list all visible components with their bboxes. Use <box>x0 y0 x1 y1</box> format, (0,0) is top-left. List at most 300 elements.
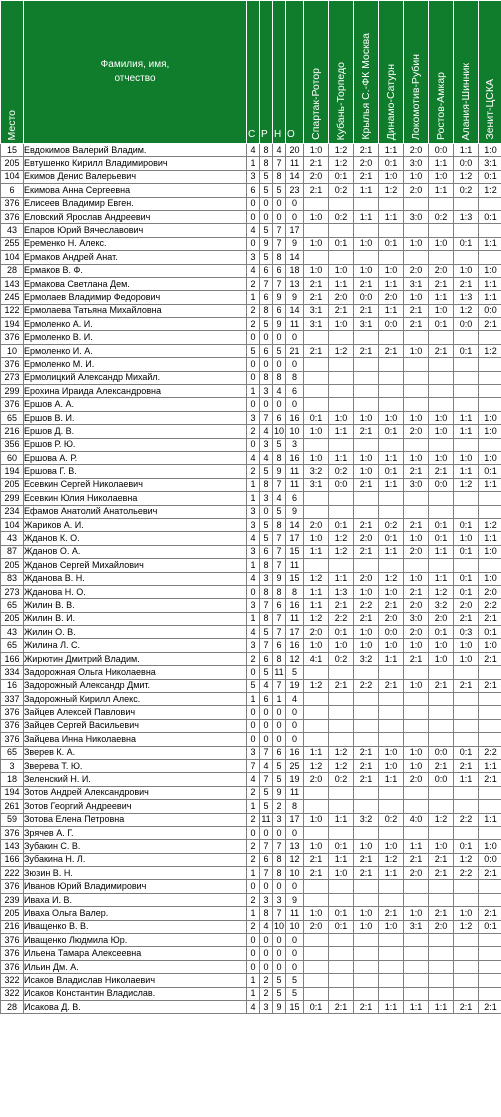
score-cell: 2:1 <box>454 759 479 772</box>
score-cell <box>454 693 479 706</box>
wins-cell: 1 <box>247 492 260 505</box>
score-cell: 1:1 <box>354 184 379 197</box>
points-cell: 17 <box>286 532 304 545</box>
table-row <box>1 572 501 585</box>
wins-cell: 0 <box>247 666 260 679</box>
losses-cell: 5 <box>273 759 286 772</box>
name-cell: Зотов Георгий Андреевич <box>24 800 247 813</box>
score-cell: 1:0 <box>404 907 429 920</box>
place-cell: 104 <box>1 170 24 183</box>
score-cell: 2:0 <box>404 144 429 157</box>
score-cell <box>379 693 404 706</box>
points-cell: 13 <box>286 277 304 290</box>
place-cell: 245 <box>1 291 24 304</box>
score-cell: 0:1 <box>454 344 479 357</box>
header-team-4: Динамо-Сатурн <box>379 1 404 144</box>
score-cell <box>304 974 329 987</box>
score-cell: 2:1 <box>479 1001 501 1014</box>
score-cell: 2:1 <box>354 425 379 438</box>
score-cell: 0:1 <box>429 318 454 331</box>
score-cell <box>379 719 404 732</box>
score-cell: 1:0 <box>304 907 329 920</box>
place-cell: 166 <box>1 652 24 665</box>
place-cell: 376 <box>1 210 24 223</box>
score-cell <box>304 693 329 706</box>
name-cell: Еременко Н. Алекс. <box>24 237 247 250</box>
header-team-6: Ростов-Амкар <box>429 1 454 144</box>
score-cell: 1:0 <box>454 652 479 665</box>
score-cell <box>404 358 429 371</box>
score-cell <box>329 693 354 706</box>
score-cell: 1:1 <box>304 599 329 612</box>
score-cell <box>379 826 404 839</box>
score-cell: 1:1 <box>379 451 404 464</box>
score-cell: 0:0 <box>329 478 354 491</box>
score-cell <box>454 974 479 987</box>
score-cell <box>404 559 429 572</box>
score-cell: 2:0 <box>354 532 379 545</box>
score-cell: 1:1 <box>479 291 501 304</box>
name-cell: Ермолицкий Александр Михайл. <box>24 371 247 384</box>
score-cell <box>304 197 329 210</box>
name-cell: Жилин В. И. <box>24 612 247 625</box>
points-cell: 0 <box>286 706 304 719</box>
place-cell: 18 <box>1 773 24 786</box>
name-cell: Зверев К. А. <box>24 746 247 759</box>
name-cell: Ерохина Ираида Александровна <box>24 385 247 398</box>
score-cell: 0:0 <box>379 318 404 331</box>
score-cell <box>354 492 379 505</box>
name-cell: Жданова В. Н. <box>24 572 247 585</box>
name-cell: Жданов Сергей Михайлович <box>24 559 247 572</box>
score-cell <box>379 934 404 947</box>
score-cell: 1:1 <box>454 144 479 157</box>
points-cell: 11 <box>286 157 304 170</box>
score-cell <box>329 505 354 518</box>
name-cell: Исакова Д. В. <box>24 1001 247 1014</box>
score-cell: 1:2 <box>379 184 404 197</box>
score-cell: 1:2 <box>479 184 501 197</box>
score-cell: 2:0 <box>304 626 329 639</box>
score-cell <box>304 666 329 679</box>
score-cell: 2:1 <box>404 518 429 531</box>
score-cell: 1:1 <box>379 1001 404 1014</box>
table-row <box>1 518 501 531</box>
name-cell: Иваха Ольга Валер. <box>24 907 247 920</box>
score-cell: 2:1 <box>379 907 404 920</box>
wins-cell: 2 <box>247 786 260 799</box>
score-cell: 1:0 <box>379 411 404 424</box>
score-cell <box>379 197 404 210</box>
points-cell: 13 <box>286 840 304 853</box>
score-cell: 1:1 <box>379 652 404 665</box>
table-row <box>1 893 501 906</box>
name-cell: Еловский Ярослав Андреевич <box>24 210 247 223</box>
table-row <box>1 251 501 264</box>
points-cell: 23 <box>286 184 304 197</box>
draws-cell: 5 <box>260 800 273 813</box>
table-row <box>1 210 501 223</box>
score-cell: 0:1 <box>329 237 354 250</box>
score-cell <box>479 706 501 719</box>
score-cell: 1:2 <box>329 157 354 170</box>
score-cell: 2:1 <box>404 465 429 478</box>
wins-cell: 4 <box>247 572 260 585</box>
score-cell: 2:1 <box>454 1001 479 1014</box>
name-cell: Ермоленко М. И. <box>24 358 247 371</box>
score-cell: 1:0 <box>454 264 479 277</box>
score-cell: 1:0 <box>479 425 501 438</box>
losses-cell: 7 <box>273 545 286 558</box>
score-cell <box>429 893 454 906</box>
draws-cell: 7 <box>260 773 273 786</box>
draws-cell: 4 <box>260 920 273 933</box>
score-cell: 0:2 <box>329 465 354 478</box>
score-cell <box>354 960 379 973</box>
score-cell: 2:0 <box>404 545 429 558</box>
score-cell <box>304 934 329 947</box>
wins-cell: 0 <box>247 826 260 839</box>
score-cell <box>354 733 379 746</box>
draws-cell: 2 <box>260 974 273 987</box>
score-cell <box>304 224 329 237</box>
score-cell <box>429 719 454 732</box>
score-cell <box>404 371 429 384</box>
score-cell <box>479 438 501 451</box>
score-cell: 1:0 <box>454 907 479 920</box>
place-cell: 222 <box>1 867 24 880</box>
name-cell: Есевкин Сергей Николаевич <box>24 478 247 491</box>
name-cell: Жилин О. В. <box>24 626 247 639</box>
name-cell: Екимов Денис Валерьевич <box>24 170 247 183</box>
score-cell: 2:1 <box>354 773 379 786</box>
score-cell <box>429 371 454 384</box>
score-cell: 2:1 <box>379 599 404 612</box>
losses-cell: 11 <box>273 666 286 679</box>
name-cell: Епаров Юрий Вячеславович <box>24 224 247 237</box>
score-cell: 1:0 <box>404 291 429 304</box>
table-row <box>1 786 501 799</box>
draws-cell: 0 <box>260 398 273 411</box>
wins-cell: 0 <box>247 358 260 371</box>
points-cell: 9 <box>286 237 304 250</box>
score-cell: 1:2 <box>329 759 354 772</box>
wins-cell: 0 <box>247 706 260 719</box>
table-row <box>1 344 501 357</box>
table-row <box>1 197 501 210</box>
score-cell <box>304 719 329 732</box>
points-cell: 18 <box>286 264 304 277</box>
points-cell: 0 <box>286 733 304 746</box>
score-cell: 1:0 <box>304 813 329 826</box>
place-cell: 15 <box>1 144 24 157</box>
losses-cell: 8 <box>273 518 286 531</box>
score-cell: 1:0 <box>304 210 329 223</box>
name-cell: Ермакова Светлана Дем. <box>24 277 247 290</box>
name-cell: Зюзин В. Н. <box>24 867 247 880</box>
score-cell <box>329 251 354 264</box>
place-cell: 234 <box>1 505 24 518</box>
score-cell: 0:1 <box>479 170 501 183</box>
score-cell <box>354 666 379 679</box>
name-cell: Зубакина Н. Л. <box>24 853 247 866</box>
table-row <box>1 800 501 813</box>
score-cell <box>354 505 379 518</box>
score-cell: 2:1 <box>354 170 379 183</box>
table-row <box>1 371 501 384</box>
score-cell: 2:1 <box>479 773 501 786</box>
score-cell: 2:0 <box>329 291 354 304</box>
table-row <box>1 144 501 157</box>
score-cell <box>329 934 354 947</box>
score-cell <box>479 719 501 732</box>
score-cell: 1:0 <box>404 451 429 464</box>
points-cell: 21 <box>286 344 304 357</box>
wins-cell: 0 <box>247 438 260 451</box>
points-cell: 19 <box>286 679 304 692</box>
score-cell <box>329 197 354 210</box>
name-cell: Задорожная Ольга Николаевна <box>24 666 247 679</box>
score-cell: 0:0 <box>429 773 454 786</box>
losses-cell: 9 <box>273 572 286 585</box>
score-cell <box>304 331 329 344</box>
wins-cell: 0 <box>247 733 260 746</box>
score-cell: 2:1 <box>354 277 379 290</box>
score-cell: 2:0 <box>404 626 429 639</box>
wins-cell: 5 <box>247 344 260 357</box>
wins-cell: 1 <box>247 612 260 625</box>
score-cell: 3:0 <box>404 478 429 491</box>
score-cell: 1:0 <box>429 170 454 183</box>
score-cell: 2:0 <box>429 920 454 933</box>
wins-cell: 0 <box>247 960 260 973</box>
draws-cell: 7 <box>260 639 273 652</box>
points-cell: 17 <box>286 224 304 237</box>
losses-cell: 5 <box>273 505 286 518</box>
points-cell: 8 <box>286 585 304 598</box>
score-cell: 0:1 <box>479 920 501 933</box>
wins-cell: 1 <box>247 800 260 813</box>
score-cell <box>329 987 354 1000</box>
draws-cell: 8 <box>260 559 273 572</box>
score-cell <box>404 693 429 706</box>
score-cell <box>404 786 429 799</box>
score-cell <box>429 197 454 210</box>
score-cell: 1:1 <box>429 572 454 585</box>
place-cell: 143 <box>1 840 24 853</box>
score-cell: 1:0 <box>479 264 501 277</box>
losses-cell: 7 <box>273 840 286 853</box>
score-cell <box>429 331 454 344</box>
losses-cell: 0 <box>273 880 286 893</box>
score-cell <box>329 492 354 505</box>
draws-cell: 3 <box>260 572 273 585</box>
draws-cell: 6 <box>260 545 273 558</box>
name-cell: Ермолаев Владимир Федорович <box>24 291 247 304</box>
losses-cell: 2 <box>273 800 286 813</box>
losses-cell: 8 <box>273 867 286 880</box>
table-row <box>1 947 501 960</box>
score-cell: 2:0 <box>304 773 329 786</box>
score-cell: 1:1 <box>429 184 454 197</box>
score-cell: 1:0 <box>329 318 354 331</box>
score-cell <box>404 733 429 746</box>
draws-cell: 3 <box>260 1001 273 1014</box>
score-cell: 1:0 <box>304 237 329 250</box>
losses-cell: 6 <box>273 639 286 652</box>
score-cell <box>454 947 479 960</box>
score-cell: 1:1 <box>479 813 501 826</box>
wins-cell: 2 <box>247 893 260 906</box>
wins-cell: 3 <box>247 639 260 652</box>
losses-cell: 0 <box>273 358 286 371</box>
losses-cell: 9 <box>273 318 286 331</box>
losses-cell: 6 <box>273 411 286 424</box>
score-cell <box>379 438 404 451</box>
losses-cell: 5 <box>273 987 286 1000</box>
points-cell: 6 <box>286 492 304 505</box>
losses-cell: 4 <box>273 385 286 398</box>
points-cell: 17 <box>286 626 304 639</box>
draws-cell: 5 <box>260 251 273 264</box>
score-cell: 2:1 <box>404 318 429 331</box>
wins-cell: 0 <box>247 210 260 223</box>
header-c: С <box>247 1 260 144</box>
header-team-2: Кубань-Торпедо <box>329 1 354 144</box>
draws-cell: 8 <box>260 371 273 384</box>
score-cell <box>429 987 454 1000</box>
losses-cell: 7 <box>273 478 286 491</box>
score-cell: 1:0 <box>479 545 501 558</box>
losses-cell: 0 <box>273 960 286 973</box>
score-cell: 1:0 <box>479 639 501 652</box>
name-cell: Ильена Тамара Алексеевна <box>24 947 247 960</box>
points-cell: 11 <box>286 559 304 572</box>
wins-cell: 2 <box>247 652 260 665</box>
losses-cell: 3 <box>273 893 286 906</box>
score-cell: 2:1 <box>379 679 404 692</box>
place-cell: 194 <box>1 465 24 478</box>
score-cell <box>404 706 429 719</box>
score-cell <box>379 224 404 237</box>
score-cell <box>454 492 479 505</box>
score-cell <box>404 893 429 906</box>
table-row <box>1 438 501 451</box>
wins-cell: 4 <box>247 773 260 786</box>
points-cell: 19 <box>286 773 304 786</box>
score-cell: 1:0 <box>354 411 379 424</box>
name-cell: Ермаков Андрей Анат. <box>24 251 247 264</box>
score-cell <box>379 947 404 960</box>
score-cell: 1:2 <box>429 585 454 598</box>
draws-cell: 5 <box>260 170 273 183</box>
score-cell: 2:0 <box>304 920 329 933</box>
score-cell: 1:3 <box>454 210 479 223</box>
losses-cell: 6 <box>273 746 286 759</box>
score-cell: 1:2 <box>454 304 479 317</box>
score-cell: 2:2 <box>454 813 479 826</box>
score-cell: 1:1 <box>379 545 404 558</box>
score-cell: 1:2 <box>454 170 479 183</box>
points-cell: 10 <box>286 920 304 933</box>
score-cell: 1:0 <box>429 237 454 250</box>
score-cell: 3:0 <box>404 157 429 170</box>
score-cell <box>329 719 354 732</box>
score-cell <box>404 438 429 451</box>
wins-cell: 1 <box>247 974 260 987</box>
place-cell: 10 <box>1 344 24 357</box>
place-cell: 376 <box>1 960 24 973</box>
score-cell <box>304 251 329 264</box>
draws-cell: 0 <box>260 197 273 210</box>
name-cell: Задорожный Александр Дмит. <box>24 679 247 692</box>
table-row <box>1 277 501 290</box>
score-cell <box>304 786 329 799</box>
score-cell: 3:1 <box>479 157 501 170</box>
table-row <box>1 492 501 505</box>
place-cell: 87 <box>1 545 24 558</box>
losses-cell: 3 <box>273 813 286 826</box>
points-cell: 10 <box>286 425 304 438</box>
score-cell: 2:1 <box>454 612 479 625</box>
score-cell: 2:1 <box>354 344 379 357</box>
draws-cell: 11 <box>260 813 273 826</box>
header-n: Н <box>273 1 286 144</box>
place-cell: 205 <box>1 157 24 170</box>
score-cell: 0:0 <box>454 157 479 170</box>
table-row <box>1 974 501 987</box>
place-cell: 194 <box>1 318 24 331</box>
score-cell <box>329 438 354 451</box>
draws-cell: 7 <box>260 840 273 853</box>
points-cell: 16 <box>286 411 304 424</box>
score-cell <box>429 960 454 973</box>
score-cell: 1:0 <box>379 920 404 933</box>
score-cell: 1:2 <box>429 813 454 826</box>
score-cell: 1:0 <box>429 411 454 424</box>
score-cell: 2:1 <box>454 277 479 290</box>
score-cell <box>379 559 404 572</box>
place-cell: 239 <box>1 893 24 906</box>
points-cell: 0 <box>286 358 304 371</box>
place-cell: 273 <box>1 371 24 384</box>
score-cell <box>379 251 404 264</box>
score-cell <box>479 733 501 746</box>
score-cell <box>454 893 479 906</box>
points-cell: 15 <box>286 572 304 585</box>
place-cell: 376 <box>1 706 24 719</box>
score-cell: 0:1 <box>429 532 454 545</box>
score-cell: 1:0 <box>404 532 429 545</box>
losses-cell: 0 <box>273 947 286 960</box>
score-cell: 1:1 <box>454 411 479 424</box>
points-cell: 11 <box>286 478 304 491</box>
losses-cell: 0 <box>273 826 286 839</box>
score-cell: 1:1 <box>379 277 404 290</box>
losses-cell: 10 <box>273 920 286 933</box>
score-cell: 2:2 <box>454 867 479 880</box>
score-cell <box>404 800 429 813</box>
place-cell: 122 <box>1 304 24 317</box>
score-cell: 1:1 <box>329 853 354 866</box>
score-cell: 3:2 <box>354 813 379 826</box>
score-cell: 0:2 <box>329 652 354 665</box>
points-cell: 5 <box>286 987 304 1000</box>
name-cell: Жариков А. И. <box>24 518 247 531</box>
place-cell: 43 <box>1 532 24 545</box>
place-cell: 166 <box>1 853 24 866</box>
score-cell <box>454 371 479 384</box>
